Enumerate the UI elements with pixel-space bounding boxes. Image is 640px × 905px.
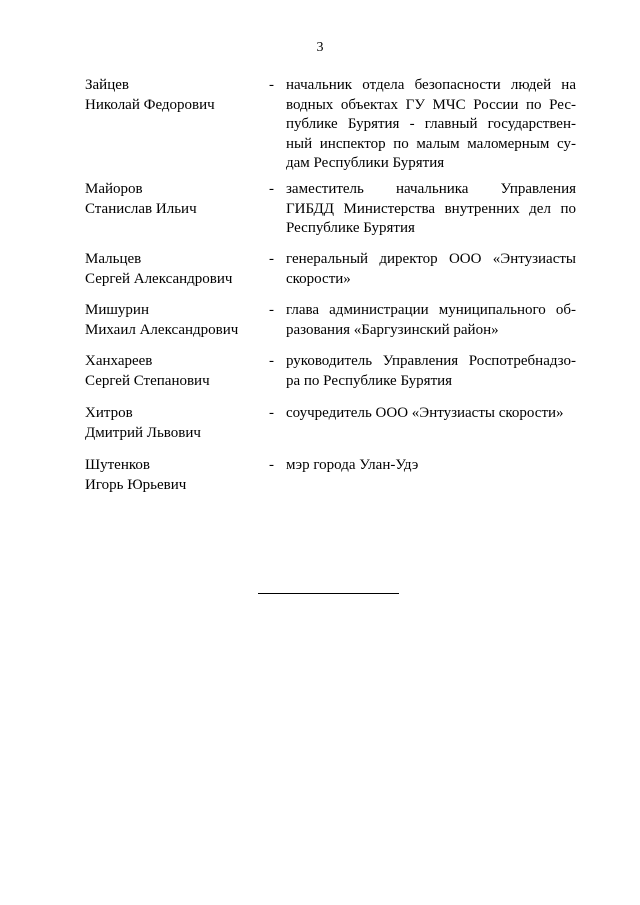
member-name [85,76,269,174]
member-given-names: Михаил Александрович [85,321,239,338]
member-given-names: Станислав Ильич [85,200,197,217]
position-line: дам Республики Бурятия [286,155,445,172]
separator-dash: - [269,353,274,369]
member-given-names: Дмитрий Львович [85,424,201,441]
separator-dash: - [269,77,274,93]
member-entry [85,250,577,289]
member-position [286,180,576,239]
member-entry [85,352,577,391]
separator-dash: - [269,181,274,197]
member-entry [85,456,577,495]
member-given-names: Сергей Степанович [85,372,210,389]
member-name [85,180,269,239]
position-line: руководитель Управления Роспотребнадзо- [286,353,576,369]
separator-dash: - [269,457,274,473]
member-entry [85,76,577,174]
separator-dash: - [269,405,274,421]
position-line: ГИБДД Министерства внутренних дел по [286,200,576,217]
member-position [286,250,576,289]
position-line: публике Бурятия - главный государствен- [286,116,576,133]
member-position [286,456,576,495]
position-line: разования «Баргузинский район» [286,321,499,338]
member-name [85,352,269,391]
member-surname: Майоров [85,181,143,197]
member-surname: Ханхареев [85,353,153,369]
member-surname: Шутенков [85,457,150,473]
page-number: 3 [316,40,324,55]
member-name [85,301,269,340]
closing-divider-line [258,593,399,594]
member-position [286,76,576,174]
position-line: ра по Республике Бурятия [286,372,453,389]
member-entry [85,404,577,443]
member-surname: Мишурин [85,302,149,318]
position-line: соучредитель ООО «Энтузиасты скорости» [286,405,564,421]
position-line: заместитель начальника Управления [286,181,576,197]
member-surname: Зайцев [85,77,129,93]
member-position [286,352,576,391]
member-entry [85,180,577,239]
position-line: генеральный директор ООО «Энтузиасты [286,251,576,267]
member-name [85,456,269,495]
separator-dash: - [269,302,274,318]
member-given-names: Игорь Юрьевич [85,476,187,493]
member-position [286,301,576,340]
member-name [85,250,269,289]
member-surname: Хитров [85,405,133,421]
position-line: ный инспектор по малым маломерным су- [286,135,576,152]
member-given-names: Николай Федорович [85,96,215,113]
position-line: скорости» [286,270,351,287]
position-line: водных объектах ГУ МЧС России по Рес- [286,96,576,113]
separator-dash: - [269,251,274,267]
position-line: Республике Бурятия [286,220,415,237]
member-position [286,404,576,443]
member-entry [85,301,577,340]
member-given-names: Сергей Александрович [85,270,233,287]
member-surname: Мальцев [85,251,142,267]
position-line: начальник отдела безопасности людей на [286,77,576,93]
position-line: глава администрации муниципального об- [286,302,576,318]
position-line: мэр города Улан-Удэ [286,457,419,473]
member-name [85,404,269,443]
